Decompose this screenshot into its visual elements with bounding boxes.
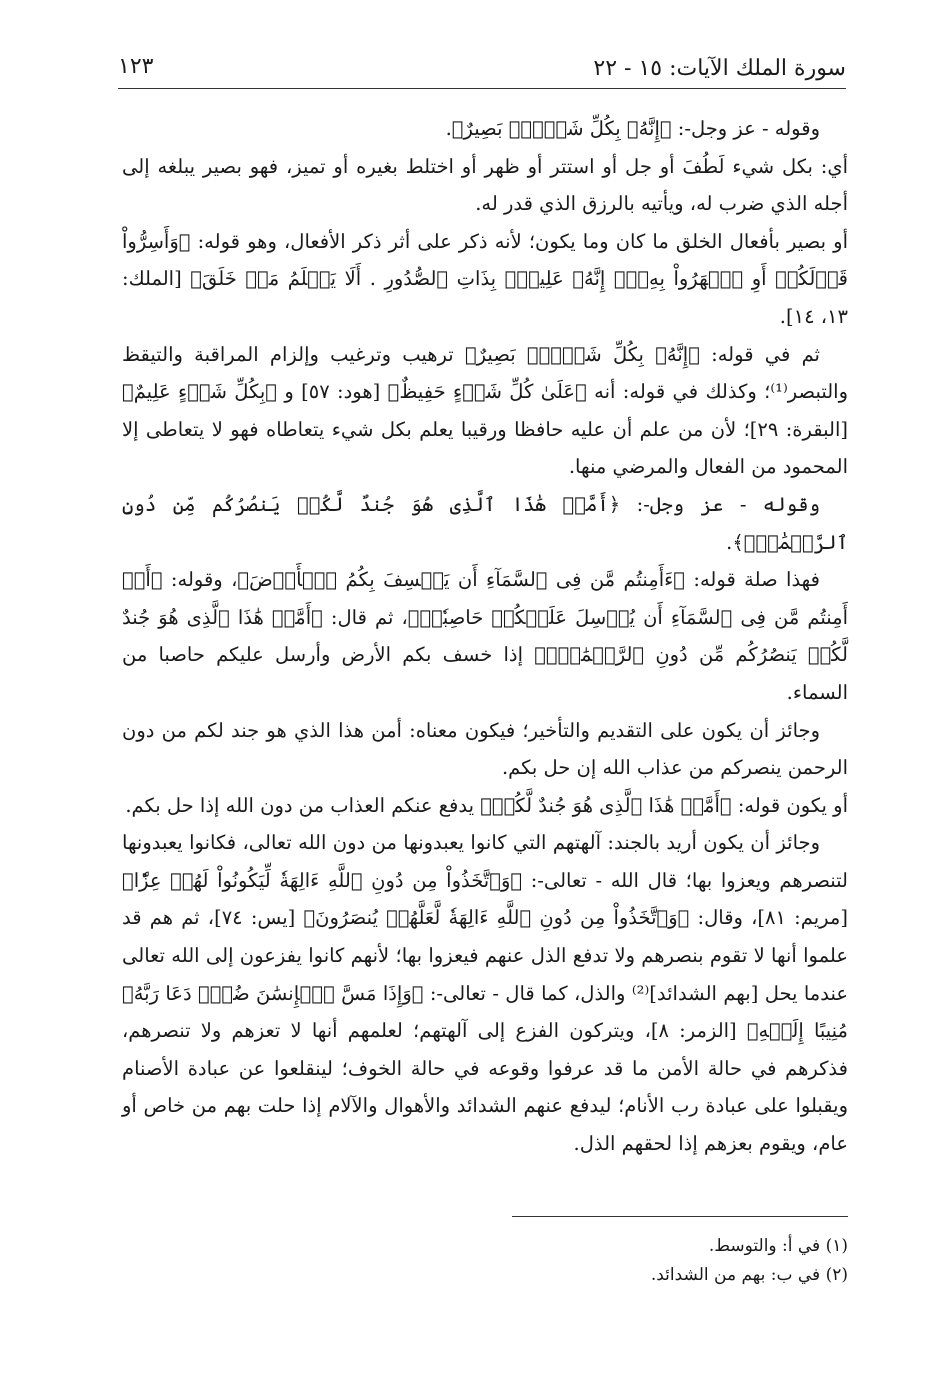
- header-title: سورة الملك الآيات: ١٥ - ٢٢: [593, 56, 846, 81]
- footnote-1: (١) في أ: والتوسط.: [708, 1236, 848, 1256]
- main-text: [122, 110, 848, 1163]
- paragraph: أي: بكل شيء لَطُفَ أو جل أو استتر أو ظهر أو اختلط بغيره أو تميز، فهو بصير يبلغه إلى أجله الذي ضرب له، ويأتيه بالرزق الذي قدر له.: [122, 154, 848, 216]
- page-number: ١٢٣: [118, 54, 154, 79]
- paragraph: وقوله - عز وجل-: ﴿أَمَّنۡ هَٰذَا ٱلَّذِى هُوَ جُندٌ لَّكُمۡ يَنصُرُكُم مِّن دُونِ ٱلرَّحۡمَٰنِۚ﴾.: [122, 492, 848, 554]
- paragraph: فهذا صلة قوله: ﴿ءَأَمِنتُم مَّن فِى ٱلسَّمَآءِ أَن يَخۡسِفَ بِكُمُ ٱلۡأَرۡضَ﴾، وقوله: ﴿أَمۡ أَمِنتُم مَّن فِى ٱلسَّمَآءِ أَن يُرۡسِلَ عَلَيۡكُمۡ حَاصِبٗاۖ﴾، ثم قال: ﴿أَمَّنۡ هَٰذَا ٱلَّذِى هُوَ جُندٌ لَّكُمۡ يَنصُرُكُم مِّن دُونِ ٱلرَّحۡمَٰنِۚ﴾ إذا خسف بكم الأرض وأرسل عليكم حاصبا من السماء.: [122, 568, 848, 704]
- footnotes: [400, 1232, 848, 1290]
- footnote-divider: [512, 1216, 848, 1217]
- running-header: [118, 50, 846, 89]
- footnote-2: (٢) في ب: بهم من الشدائد.: [650, 1265, 848, 1285]
- paragraph: أو بصير بأفعال الخلق ما كان وما يكون؛ لأنه ذكر على أثر ذكر الأفعال، وهو قوله: ﴿وَأَسِرُّواْ قَوۡلَكُمۡ أَوِ ٱجۡهَرُواْ بِهِۦٓۖ إِنَّهُۥ عَلِيمُۢ بِذَاتِ ٱلصُّدُورِ . أَلَا يَعۡلَمُ مَنۡ خَلَقَ﴾ [الملك: ١٣، ١٤].: [122, 229, 848, 328]
- paragraph: ثم في قوله: ﴿إِنَّهُۥ بِكُلِّ شَىۡءِۭ بَصِيرٌ﴾ ترهيب وترغيب وإلزام المراقبة والتيقظ والتبصر⁽¹⁾؛ وكذلك في قوله: أنه ﴿عَلَىٰ كُلِّ شَىۡءٍ حَفِيظٌ﴾ [هود: ٥٧] و ﴿بِكُلِّ شَىۡءٍ عَلِيمٌ﴾ [البقرة: ٢٩]؛ لأن من علم أن عليه حافظا ورقيبا يعلم بكل شيء يتعاطاه فهو لا يتعاطى إلا المحمود من الفعال والمرضي منها.: [122, 342, 848, 479]
- paragraph: أو يكون قوله: ﴿أَمَّنۡ هَٰذَا ٱلَّذِى هُوَ جُندٌ لَّكُمۡ﴾ يدفع عنكم العذاب من دون الله إذا حل بكم.: [125, 793, 848, 817]
- paragraph: وقوله - عز وجل-: ﴿إِنَّهُۥ بِكُلِّ شَىۡءِۭ بَصِيرٌ﴾.: [445, 117, 820, 140]
- paragraph: وجائز أن يكون على التقديم والتأخير؛ فيكون معناه: أمن هذا الذي هو جند لكم من دون الرحمن ينصركم من عذاب الله إن حل بكم.: [122, 718, 848, 780]
- paragraph: وجائز أن يكون أريد بالجند: آلهتهم التي كانوا يعبدونها من دون الله تعالى، فكانوا يعبدونها لتنصرهم ويعزوا بها؛ قال الله - تعالى-: ﴿وَٱتَّخَذُواْ مِن دُونِ ٱللَّهِ ءَالِهَةٗ لِّيَكُونُواْ لَهُمۡ عِزّٗا﴾ [مريم: ٨١]، وقال: ﴿وَٱتَّخَذُواْ مِن دُونِ ٱللَّهِ ءَالِهَةٗ لَّعَلَّهُمۡ يُنصَرُونَ﴾ [يس: ٧٤]، ثم هم قد علموا أنها لا تقوم بنصرهم ولا تدفع الذل عنهم فيعزوا بها؛ لأنهم كانوا يفزعون إلى الله تعالى عندما يحل [بهم الشدائد]⁽²⁾ والذل، كما قال - تعالى-: ﴿وَإِذَا مَسَّ ٱلۡإِنسَٰنَ ضُرّٞ دَعَا رَبَّهُۥ مُنِيبًا إِلَيۡهِ﴾ [الزمر: ٨]، ويتركون الفزع إلى آلهتهم؛ لعلمهم أنها لا تعزهم ولا تنصرهم، فذكرهم في حالة الأمن ما قد عرفوا وقوعه في حالة الخوف؛ لينقلعوا عن عبادة الأصنام ويقبلوا على عبادة رب الأنام؛ ليدفع عنهم الشدائد والأهوال والآلام إذا حلت بهم من خاص أو عام، ويقوم بعزهم إذا لحقهم الذل.: [122, 831, 849, 1156]
